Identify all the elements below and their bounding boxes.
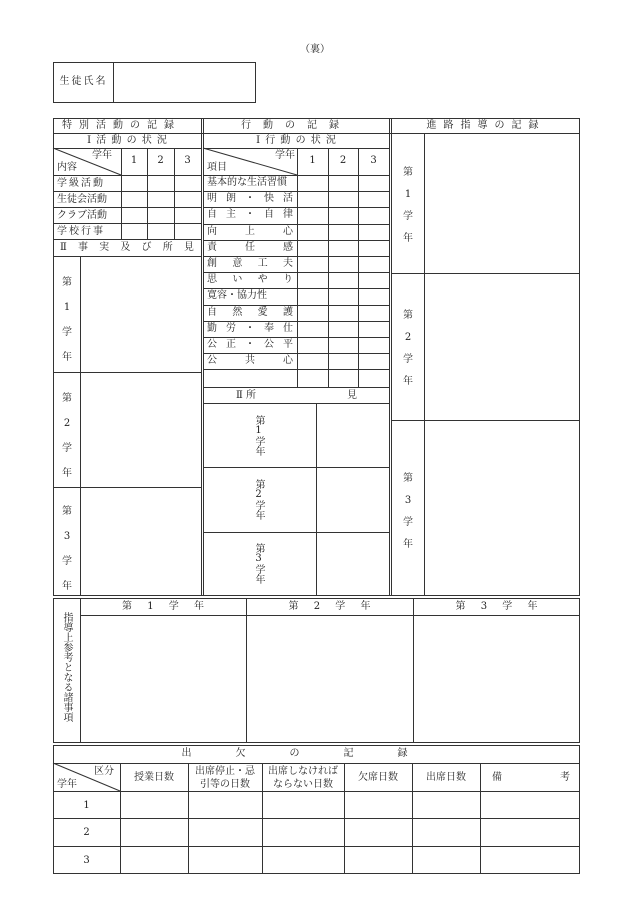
guidance-year-1: 第 1 学 年 [122, 601, 204, 612]
behavior-sub2-b: 見 [347, 390, 357, 401]
behavior-item-label: 自 然 愛 護 [207, 306, 293, 318]
attendance-title: 出欠の記録 [181, 748, 452, 759]
behavior-item-label: 基本的な生活習慣 [207, 177, 287, 188]
career-year-block-2: 第 2 学 年 [403, 310, 413, 387]
behavior-diag-top: 学年 [275, 150, 295, 161]
special-year-block-3: 第 3 学 年 [62, 506, 72, 592]
behavior-item-label: 創 意 工 夫 [207, 258, 293, 269]
guidance-year-2: 第 2 学 年 [288, 601, 371, 612]
behavior-item-label: 向 上 心 [207, 225, 293, 237]
special-diag-bottom: 内容 [57, 162, 77, 173]
behavior-title: 行動の記録 [241, 120, 351, 131]
behavior-item-label: 明 朗 ・ 快 活 [207, 193, 293, 205]
behavior-year-label-1: 第1学年 [253, 415, 264, 456]
special-year-2: 2 [157, 155, 164, 166]
behavior-year-2: 2 [339, 155, 347, 166]
attendance-year-2: 2 [83, 827, 90, 838]
attendance-header-required-1: 出席しなければ [268, 766, 338, 777]
guidance-year-3: 第 3 学 年 [455, 601, 538, 612]
student-name-label: 生徒氏名 [59, 76, 108, 87]
special-year-block-2: 第 2 学 年 [62, 393, 72, 479]
behavior-item-label: 勤 労 ・ 奉 仕 [207, 322, 293, 334]
behavior-year-1: 1 [309, 155, 316, 166]
attendance-year-3: 3 [83, 855, 90, 866]
special-diag-top: 学年 [92, 150, 112, 161]
attendance-header-suspension-1: 出席停止・忌 [195, 766, 255, 777]
attendance-grid [53, 745, 580, 874]
career-title: 進路指導の記録 [426, 120, 546, 131]
special-year-1: 1 [130, 155, 138, 166]
guidance-grid [53, 598, 580, 743]
special-sub2: Ⅱ 事 実 及 び 所 見 [60, 242, 198, 253]
special-title-text: 特別活動の記録 [62, 120, 181, 131]
side-label: （裏） [300, 44, 330, 55]
behavior-item-label: 自 主 ・ 自 律 [207, 209, 293, 221]
attendance-diag-top: 区分 [94, 766, 114, 777]
attendance-header-class-days: 授業日数 [134, 772, 174, 783]
behavior-diag-bottom: 項目 [207, 162, 227, 173]
career-year-block-1: 第 1 学 年 [403, 167, 413, 244]
behavior-item-label: 寛容・協力性 [207, 290, 267, 302]
special-row-3: クラブ活動 [57, 210, 107, 221]
behavior-item-label: 公 正 ・ 公 平 [207, 339, 293, 350]
attendance-header-suspension-2: 引等の日数 [200, 779, 250, 790]
special-year-3: 3 [184, 155, 191, 166]
attendance-header-remarks-a: 備 [492, 772, 502, 783]
attendance-header-absent: 欠席日数 [358, 772, 398, 783]
attendance-header-remarks-b: 考 [560, 772, 570, 783]
special-row-4: 学校行事 [57, 226, 105, 237]
career-year-block-3: 第 3 学 年 [403, 473, 413, 550]
special-year-block-1: 第 1 学 年 [62, 277, 72, 363]
guidance-side-label: 指導上参考となる諸事項 [61, 612, 72, 722]
behavior-year-label-3: 第3学年 [253, 543, 264, 584]
attendance-header-required-2: ならない日数 [273, 779, 333, 790]
special-row-2: 生徒会活動 [57, 194, 107, 205]
behavior-year-label-2: 第2学年 [253, 479, 264, 520]
behavior-year-3: 3 [370, 155, 377, 166]
attendance-header-present: 出席日数 [426, 772, 466, 783]
special-row-1: 学級活動 [57, 178, 105, 189]
behavior-item-label: 公 共 心 [207, 355, 293, 367]
behavior-item-label: 思 い や り [207, 274, 293, 286]
behavior-item-label: 責 任 感 [207, 241, 293, 253]
special-sub1: Ⅰ 活 動 の 状 況 [87, 135, 168, 146]
student-name-field[interactable] [115, 64, 254, 101]
behavior-sub1: Ⅰ 行 動 の 状 況 [256, 135, 337, 146]
attendance-diag-bottom: 学年 [57, 779, 77, 790]
attendance-year-1: 1 [83, 800, 90, 811]
behavior-sub2-a: Ⅱ 所 [236, 390, 256, 401]
special-activities-title [62, 120, 192, 132]
